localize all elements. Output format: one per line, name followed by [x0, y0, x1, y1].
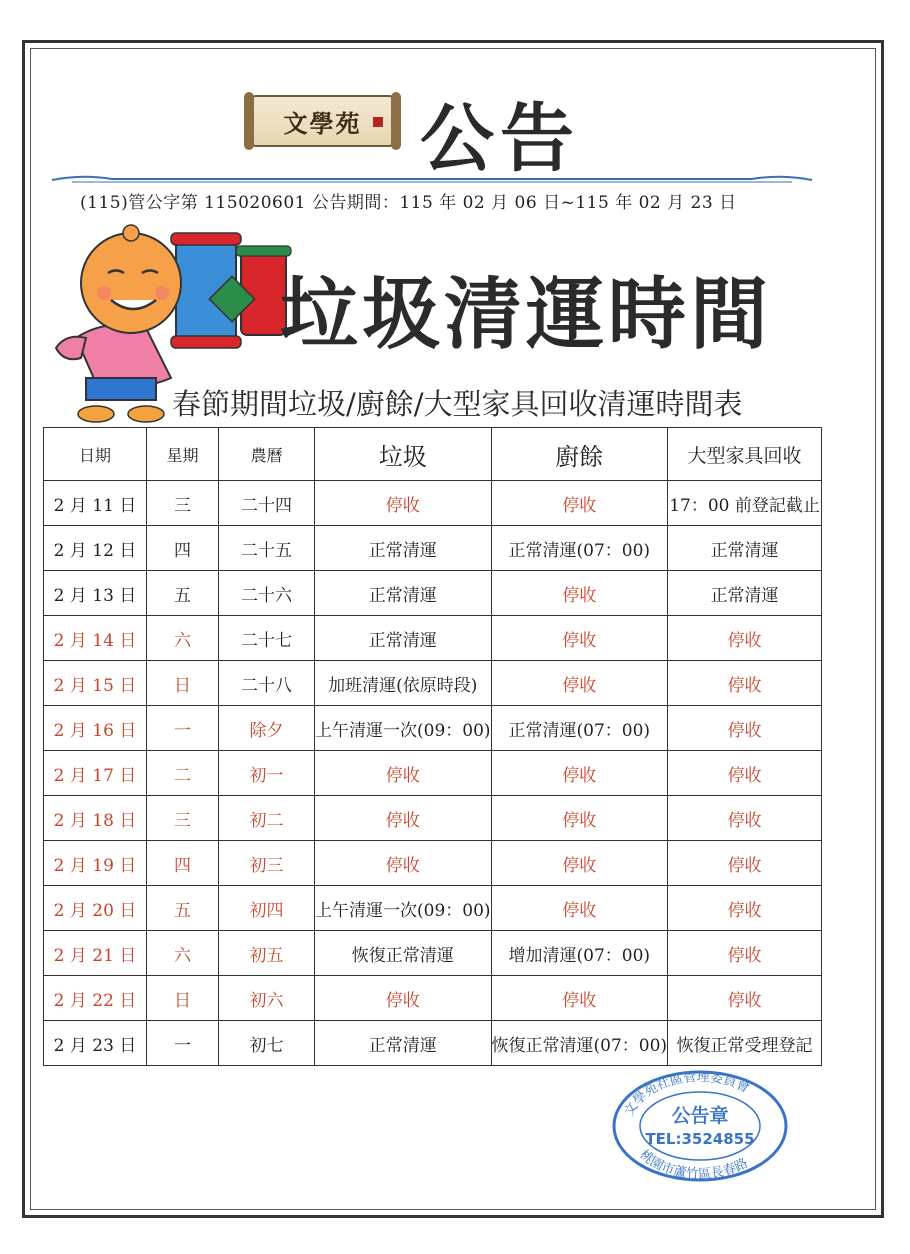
cell-garbage: 正常清運 — [315, 571, 492, 616]
header-furniture: 大型家具回收 — [668, 428, 822, 481]
cell-furniture: 恢復正常受理登記 — [668, 1021, 822, 1066]
cell-kitchen: 停收 — [491, 751, 668, 796]
cell-garbage: 停收 — [315, 976, 492, 1021]
cell-lunar: 除夕 — [219, 706, 315, 751]
cell-garbage: 加班清運(依原時段) — [315, 661, 492, 706]
cell-weekday: 一 — [147, 706, 219, 751]
cell-furniture: 正常清運 — [668, 571, 822, 616]
cell-garbage: 正常清運 — [315, 1021, 492, 1066]
cell-lunar: 二十四 — [219, 481, 315, 526]
stamp-ring-bottom-text: 桃園市蘆竹區長春路 — [636, 1147, 751, 1183]
cell-date: 2 月 17 日 — [44, 751, 147, 796]
main-title: 垃圾清運時間 — [280, 270, 773, 360]
community-logo — [250, 95, 395, 147]
cell-date: 2 月 11 日 — [44, 481, 147, 526]
cell-date: 2 月 16 日 — [44, 706, 147, 751]
cell-kitchen: 恢復正常清運(07：00) — [491, 1021, 668, 1066]
reference-number-line: (115)管公字第 115020601 公告期間：115 年 02 月 06 日~115 年 02 月 23 日 — [80, 193, 737, 213]
header-weekday: 星期 — [147, 428, 219, 481]
cell-date: 2 月 21 日 — [44, 931, 147, 976]
stamp-center-text: 公告章 — [671, 1105, 729, 1127]
notice-title: 公告 — [420, 96, 580, 182]
cell-garbage: 正常清運 — [315, 526, 492, 571]
cell-weekday: 六 — [147, 616, 219, 661]
cell-lunar: 初四 — [219, 886, 315, 931]
cell-date: 2 月 13 日 — [44, 571, 147, 616]
cell-lunar: 初二 — [219, 796, 315, 841]
table-row — [44, 1021, 822, 1066]
schedule-subtitle: 春節期間垃圾/廚餘/大型家具回收清運時間表 — [172, 387, 743, 421]
cell-weekday: 五 — [147, 886, 219, 931]
official-seal-stamp — [610, 1068, 790, 1183]
cell-kitchen: 停收 — [491, 481, 668, 526]
table-row — [44, 931, 822, 976]
cell-lunar: 初一 — [219, 751, 315, 796]
cell-date: 2 月 20 日 — [44, 886, 147, 931]
header-date: 日期 — [44, 428, 147, 481]
cell-lunar: 二十八 — [219, 661, 315, 706]
table-row — [44, 751, 822, 796]
table-row — [44, 706, 822, 751]
header-lunar: 農曆 — [219, 428, 315, 481]
logo-text: 文學苑 — [283, 108, 362, 138]
cell-furniture: 停收 — [668, 931, 822, 976]
cell-lunar: 初六 — [219, 976, 315, 1021]
cell-lunar: 初五 — [219, 931, 315, 976]
cell-date: 2 月 18 日 — [44, 796, 147, 841]
cell-furniture: 停收 — [668, 706, 822, 751]
cell-weekday: 六 — [147, 931, 219, 976]
cell-kitchen: 增加清運(07：00) — [491, 931, 668, 976]
cell-date: 2 月 15 日 — [44, 661, 147, 706]
table-row — [44, 481, 822, 526]
cell-kitchen: 停收 — [491, 976, 668, 1021]
cell-kitchen: 停收 — [491, 796, 668, 841]
scroll-roll-left — [244, 92, 254, 150]
cell-weekday: 三 — [147, 481, 219, 526]
cell-furniture: 停收 — [668, 661, 822, 706]
scroll-roll-right — [391, 92, 401, 150]
cell-lunar: 初三 — [219, 841, 315, 886]
cell-weekday: 三 — [147, 796, 219, 841]
decorative-rule — [52, 174, 812, 184]
table-row — [44, 886, 822, 931]
cell-garbage: 上午清運一次(09：00) — [315, 706, 492, 751]
cell-weekday: 一 — [147, 1021, 219, 1066]
cell-garbage: 停收 — [315, 796, 492, 841]
cell-furniture: 17：00 前登記截止 — [668, 481, 822, 526]
cell-lunar: 二十五 — [219, 526, 315, 571]
cell-date: 2 月 14 日 — [44, 616, 147, 661]
cell-date: 2 月 12 日 — [44, 526, 147, 571]
cell-furniture: 停收 — [668, 841, 822, 886]
cell-weekday: 四 — [147, 526, 219, 571]
stamp-phone-text: TEL:3524855 — [645, 1130, 755, 1148]
cell-furniture: 停收 — [668, 976, 822, 1021]
cell-weekday: 五 — [147, 571, 219, 616]
table-row — [44, 571, 822, 616]
cell-kitchen: 停收 — [491, 841, 668, 886]
cell-kitchen: 停收 — [491, 886, 668, 931]
cell-furniture: 停收 — [668, 886, 822, 931]
cell-date: 2 月 22 日 — [44, 976, 147, 1021]
cell-kitchen: 停收 — [491, 571, 668, 616]
cell-weekday: 日 — [147, 661, 219, 706]
cell-furniture: 停收 — [668, 751, 822, 796]
stamp-ring-top-text: 文學苑社區管理委員會 — [621, 1069, 752, 1119]
cell-kitchen: 正常清運(07：00) — [491, 526, 668, 571]
cell-garbage: 停收 — [315, 841, 492, 886]
cell-weekday: 四 — [147, 841, 219, 886]
cell-garbage: 上午清運一次(09：00) — [315, 886, 492, 931]
cell-garbage: 正常清運 — [315, 616, 492, 661]
table-row — [44, 526, 822, 571]
table-row — [44, 976, 822, 1021]
table-row — [44, 796, 822, 841]
header-kitchen-waste: 廚餘 — [491, 428, 668, 481]
cell-weekday: 日 — [147, 976, 219, 1021]
table-row — [44, 841, 822, 886]
schedule-table — [43, 427, 822, 1066]
cell-kitchen: 正常清運(07：00) — [491, 706, 668, 751]
cell-lunar: 初七 — [219, 1021, 315, 1066]
cell-furniture: 正常清運 — [668, 526, 822, 571]
header-garbage: 垃圾 — [315, 428, 492, 481]
cell-furniture: 停收 — [668, 796, 822, 841]
cell-weekday: 二 — [147, 751, 219, 796]
cell-garbage: 停收 — [315, 751, 492, 796]
table-header-row — [44, 428, 822, 481]
cell-garbage: 停收 — [315, 481, 492, 526]
cell-furniture: 停收 — [668, 616, 822, 661]
table-row — [44, 661, 822, 706]
cell-kitchen: 停收 — [491, 661, 668, 706]
cell-kitchen: 停收 — [491, 616, 668, 661]
cell-lunar: 二十七 — [219, 616, 315, 661]
cell-date: 2 月 19 日 — [44, 841, 147, 886]
cell-lunar: 二十六 — [219, 571, 315, 616]
cell-date: 2 月 23 日 — [44, 1021, 147, 1066]
table-row — [44, 616, 822, 661]
cell-garbage: 恢復正常清運 — [315, 931, 492, 976]
logo-seal-icon — [373, 117, 383, 127]
